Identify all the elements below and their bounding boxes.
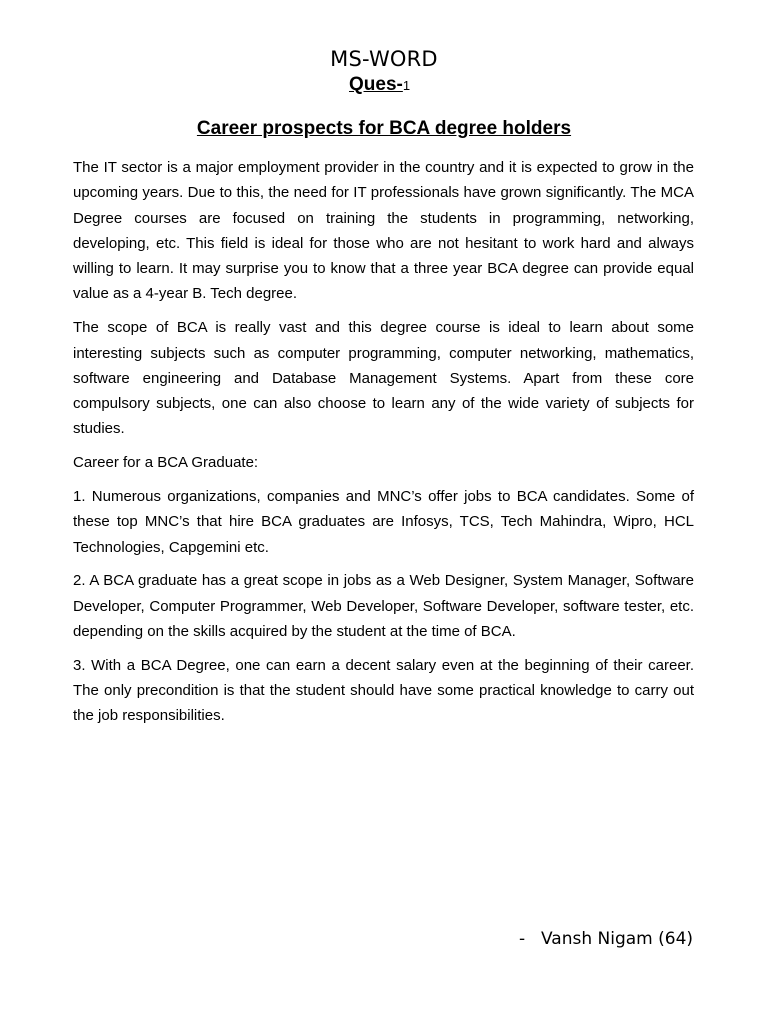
career-point-2: 2. A BCA graduate has a great scope in jobs as a Web Designer, System Manager, Software Developer, Computer Programmer, Web Developer, Software Developer, software tester, etc. depending on the skills acquired by the student at the time of BCA. <box>73 572 694 641</box>
signature-dash: - <box>519 929 526 949</box>
question-heading <box>349 74 410 96</box>
question-number: 1 <box>402 78 411 93</box>
author-signature <box>519 929 693 949</box>
question-label: Ques- <box>349 74 403 95</box>
intro-paragraph: The IT sector is a major employment provider in the country and it is expected to grow in the upcoming years. Due to this, the need for IT professionals have grown significantly. The MCA Degree courses are focused on training the students in programming, networking, developing, etc. This field is ideal for those who are not hesitant to work hard and always willing to learn. It may surprise you to know that a three year BCA degree can provide equal value as a 4-year B. Tech degree. <box>73 159 694 303</box>
document-heading: MS-WORD <box>330 47 438 71</box>
document-body <box>73 155 694 737</box>
document-title: Career prospects for BCA degree holders <box>196 118 572 139</box>
career-point-1: 1. Numerous organizations, companies and MNC’s offer jobs to BCA candidates. Some of these top MNC’s that hire BCA graduates are Infosys, TCS, Tech Mahindra, Wipro, HCL Technologies, Capgemini etc. <box>73 488 694 556</box>
scope-paragraph: The scope of BCA is really vast and this degree course is ideal to learn about some interesting subjects such as computer programming, computer networking, mathematics, software engineering and Database Management Systems. Apart from these core compulsory subjects, one can also choose to learn any of the wide variety of subjects for studies. <box>73 319 694 438</box>
career-subheading: Career for a BCA Graduate: <box>73 454 259 472</box>
career-point-3: 3. With a BCA Degree, one can earn a decent salary even at the beginning of their career. The only precondition is that the student should have some practical knowledge to carry out the job responsibilities. <box>73 656 694 725</box>
author-name: Vansh Nigam (64) <box>541 929 694 949</box>
